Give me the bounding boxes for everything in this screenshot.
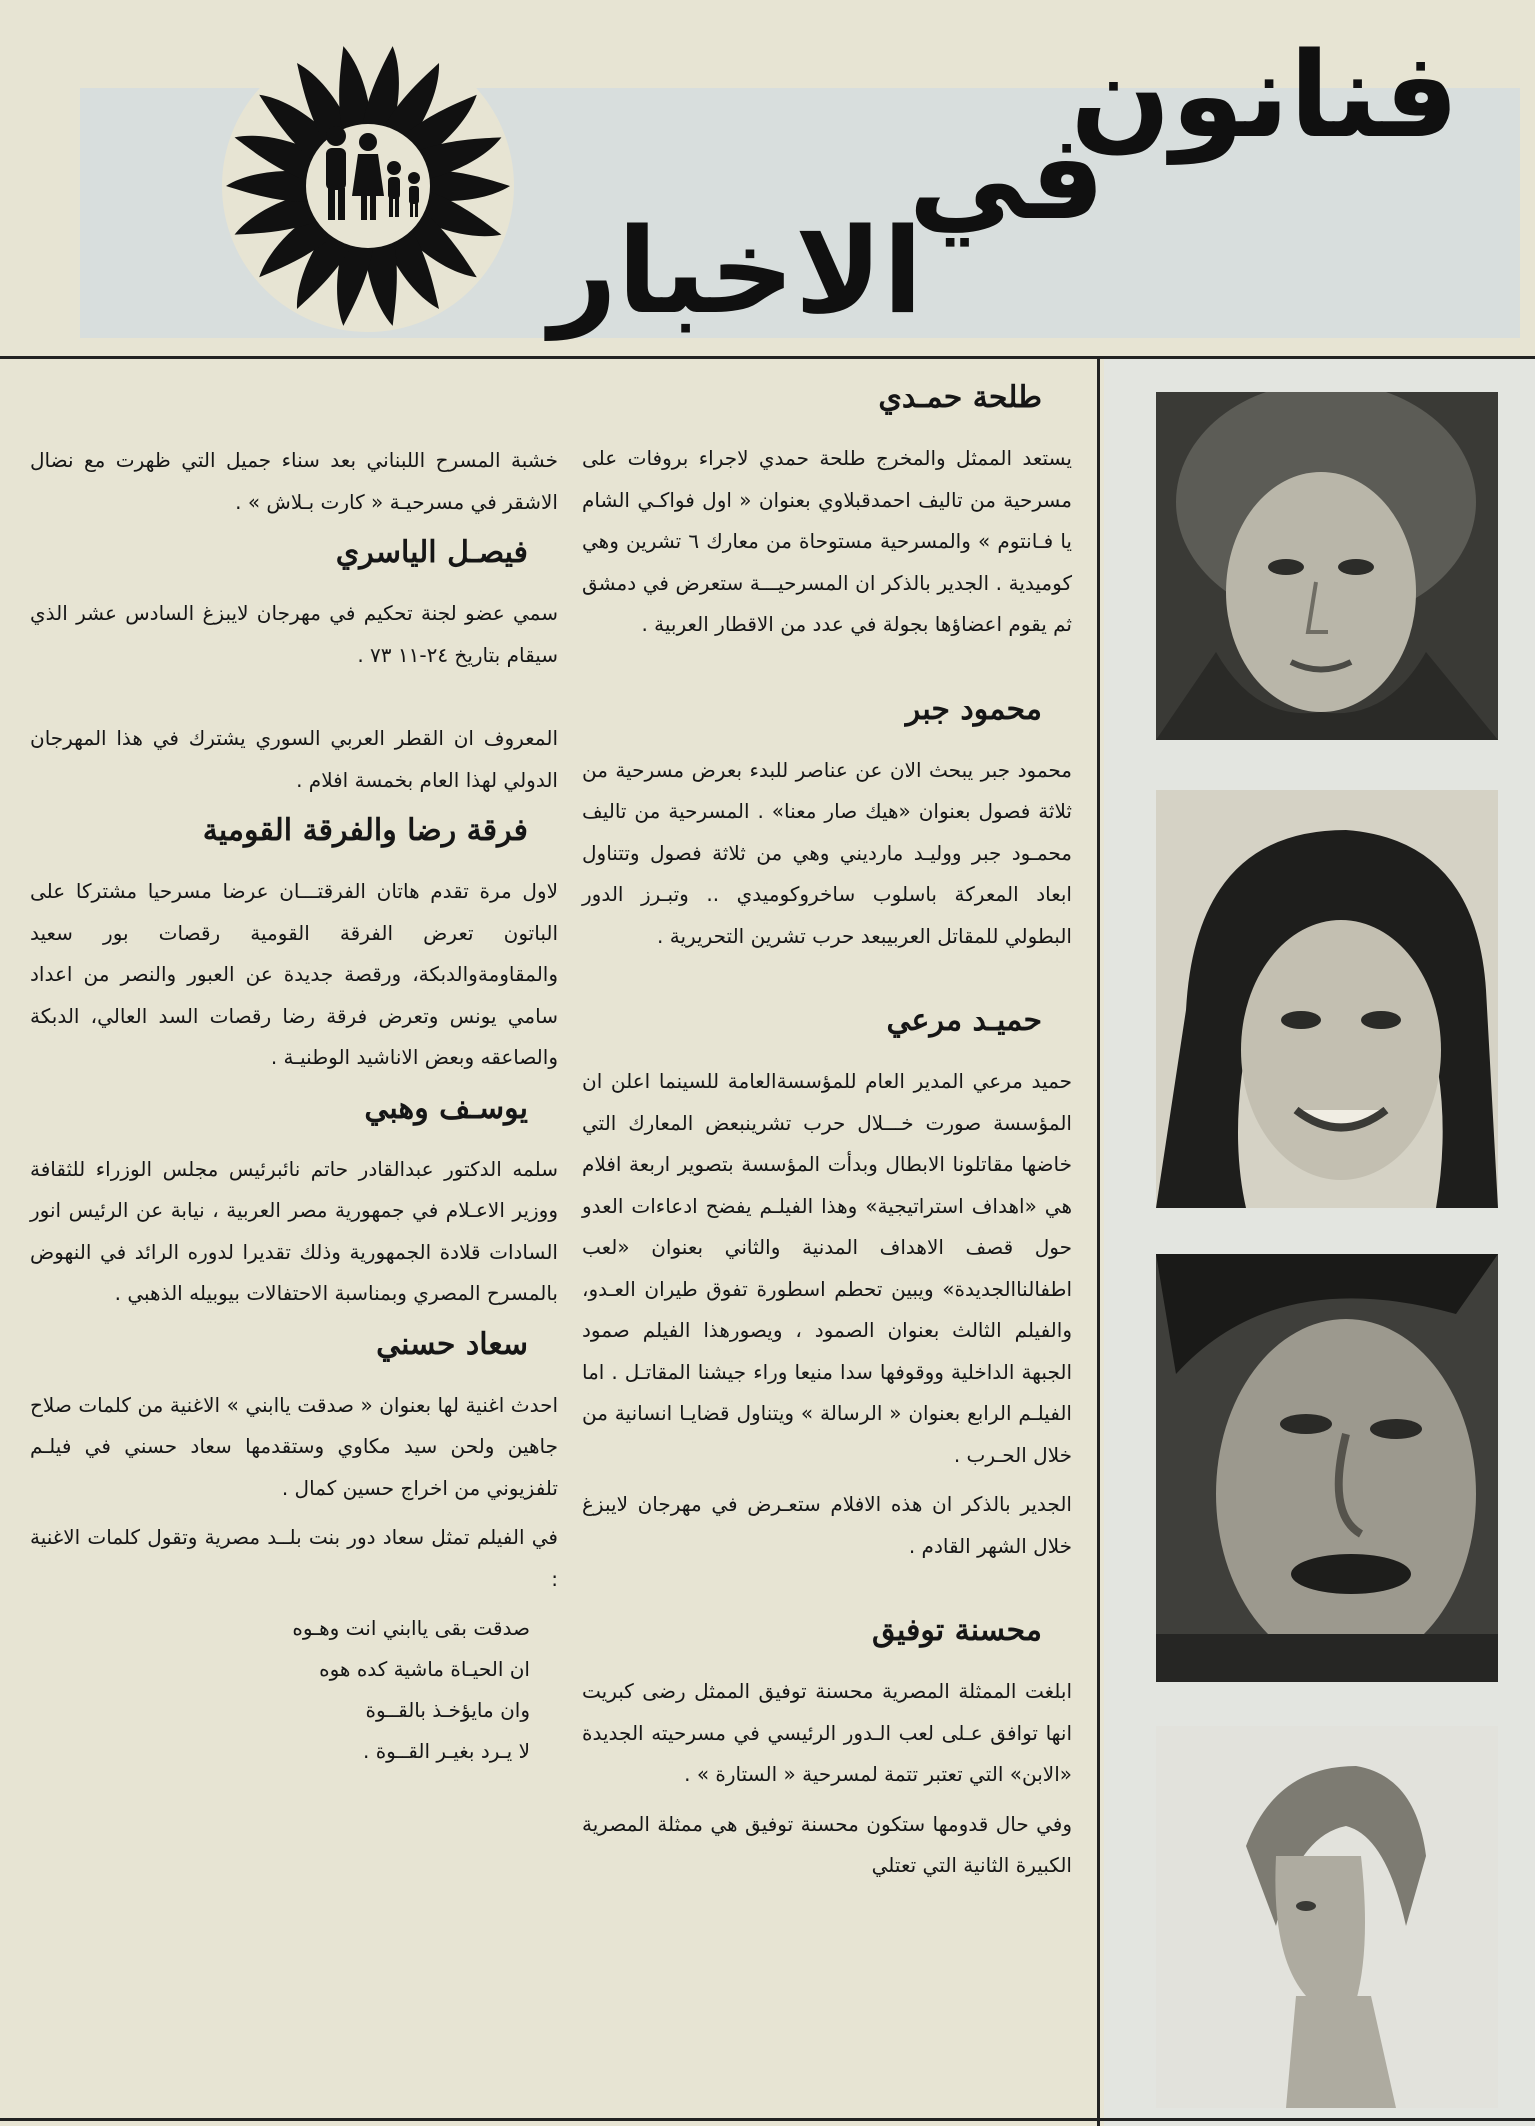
article-paragraph: لاول مرة تقدم هاتان الفرقتـــان عرضا مسرحيا مشتركا على الباتون تعرض الفرقة القومية رقصات بور سعيد والمقاومةوالدبكة، ورقصة جديدة عن العبور والنصر من اعداد سامي يونس وتعرض فرقة رضا رقصات السد العالي، الدبكة والصاعقه وبعض الاناشيد الوطنيـة .: [30, 879, 558, 1069]
portrait-woman-profile-icon: [1156, 1726, 1498, 2108]
portrait-woman-headscarf-icon: [1156, 392, 1498, 740]
article-paragraph: المعروف ان القطر العربي السوري يشترك في هذا المهرجان الدولي لهذا العام بخمسة افلام .: [30, 726, 558, 792]
bottom-rule: [0, 2118, 1535, 2121]
article-heading: سعاد حسني: [376, 1326, 528, 1362]
article-paragraph: سلمه الدكتور عبدالقادر حاتم نائبرئيس مجلس الوزراء للثقافة ووزير الاعـلام في جمهورية مصر العربية ، نيابة عن الرئيس انور السادات قلادة الجمهورية وذلك تقديرا لدوره الرائد في النهوض بالمسرح المصري وبمناسبة الاحتفالات بيوبيله الذهبي .: [30, 1156, 558, 1305]
article-talha-hamdi: [582, 376, 1072, 646]
article-paragraph: في الفيلم تمثل سعاد دور بنت بلــد مصرية وتقول كلمات الاغنية :: [30, 1525, 558, 1591]
article-reda-troupe: [30, 809, 558, 1079]
article-paragraph: حميد مرعي المدير العام للمؤسسةالعامة للسينما اعلن ان المؤسسة صورت خـــلال حرب تشرينبعض المعارك التي خاضها مقاتلونا الابطال وبدأت المؤسسة بتصوير اربعة افلام هي «اهداف استراتيجية» وهذا الفيلـم يفضح ادعاءات العدو حول قصف الاهداف المدنية والثاني بعنوان «لعب اطفالناالجديدة» ويبين تحطم اسطورة تفوق طيران العـدو، والفيلم الثالث بعنوان الصمود ، ويصورهذا الفيلم صمود الجبهة الداخلية ووقوفها سدا منيعا وراء جيشنا المقاتـل . اما الفيلـم الرابع بعنوان « الرسالة » ويتناول قضايـا انسانية من خلال الحـرب .: [582, 1069, 1072, 1467]
masthead-line-3: الاخبار: [549, 202, 923, 340]
article-mahmoud-jabr: [582, 688, 1072, 958]
article-paragraph: محمود جبر يبحث الان عن عناصر للبدء بعرض مسرحية من ثلاثة فصول بعنوان «هيك صار معنا» . المسرحية من تاليف محمـود جبر ووليـد مارديني وهي من ثلاثة فصول وتتناول ابعاد المعركة باسلوب ساخروكوميدي .. وتبـرز الدور البطولي للمقاتل العربيبعد حرب تشرين التحريرية .: [582, 757, 1072, 948]
article-heading: فرقة رضا والفرقة القومية: [202, 813, 528, 848]
article-faisal-yasiri: [30, 531, 558, 801]
article-heading: فيصـل الياسري: [335, 535, 528, 570]
article-paragraph: احدث اغنية لها بعنوان « صدقت ياابني » الاغنية من كلمات صلاح جاهين ولحن سيد مكاوي وستقدمها سعاد حسني في فيلـم تلفزيوني من اخراج حسين كمال .: [30, 1392, 558, 1500]
article-column-left: [30, 440, 558, 1772]
article-paragraph: وفي حال قدومها ستكون محسنة توفيق هي ممثلة المصرية الكبيرة الثانية التي تعتلي: [582, 1811, 1072, 1877]
article-continued: [30, 440, 558, 523]
article-paragraph: يستعد الممثل والمخرج طلحة حمدي لاجراء بروفات على مسرحية من تاليف احمدقبلاوي بعنوان « اول فواكـي الشام يا فـانتوم » والمسرحية مستوحاة من معارك ٦ تشرين وهي كوميدية . الجدير بالذكر ان المسرحيـــة ستعرض في دمشق ثم يقوم اعضاؤها بجولة في عدد من الاقطار العربية .: [582, 446, 1072, 636]
article-paragraph: ابلغت الممثلة المصرية محسنة توفيق الممثل رضى كبريت انها توافق عـلى لعب الـدور الرئيسي في مسرحيته الجديدة «الابن» التي تعتبر تتمة لمسرحية « الستارة » .: [582, 1679, 1072, 1786]
portrait-man-closeup-icon: [1156, 1254, 1498, 1682]
lyric-line: ان الحيـاة ماشية كده هوه: [319, 1657, 530, 1681]
article-heading: محسنة توفيق: [871, 1613, 1042, 1648]
article-heading: محمود جبر: [905, 691, 1042, 727]
article-souad-hosni: [30, 1323, 558, 1773]
header: [0, 0, 1535, 360]
article-heading: يوسـف وهبي: [364, 1090, 528, 1126]
portrait-woman-smiling-icon: [1156, 790, 1498, 1208]
spiral-family-logo-icon: [218, 36, 518, 336]
column-rule: [1097, 359, 1100, 2126]
article-heading: حميـد مرعي: [886, 1003, 1042, 1038]
article-heading: طلحة حمـدي: [878, 380, 1042, 415]
lyric-line: صدقت بقى ياابني انت وهـوه: [292, 1616, 530, 1640]
article-paragraph: الجدير بالذكر ان هذه الافلام ستعـرض في مهرجان لايبزغ خلال الشهر القادم .: [582, 1492, 1072, 1558]
masthead-line-1: فنانون: [1070, 26, 1459, 164]
article-hamid-marai: [582, 999, 1072, 1567]
article-youssef-wahbi: [30, 1087, 558, 1315]
song-lyrics: [30, 1608, 530, 1772]
article-column-middle: [582, 370, 1072, 1895]
lyric-line: وان مايؤخـذ بالقــوة: [365, 1698, 530, 1722]
masthead-line-2: في: [908, 108, 1105, 246]
lyric-line: لا يـرد بغيـر القــوة .: [362, 1739, 530, 1763]
article-paragraph: خشبة المسرح اللبناني بعد سناء جميل التي ظهرت مع نضال الاشقر في مسرحيـة « كارت بـلاش » .: [30, 448, 558, 514]
article-paragraph: سمي عضو لجنة تحكيم في مهرجان لايبزغ السادس عشر الذي سيقام بتاريخ ٢٤-١١ ٧٣ .: [30, 601, 558, 667]
article-mohsena-tawfik: [582, 1609, 1072, 1887]
